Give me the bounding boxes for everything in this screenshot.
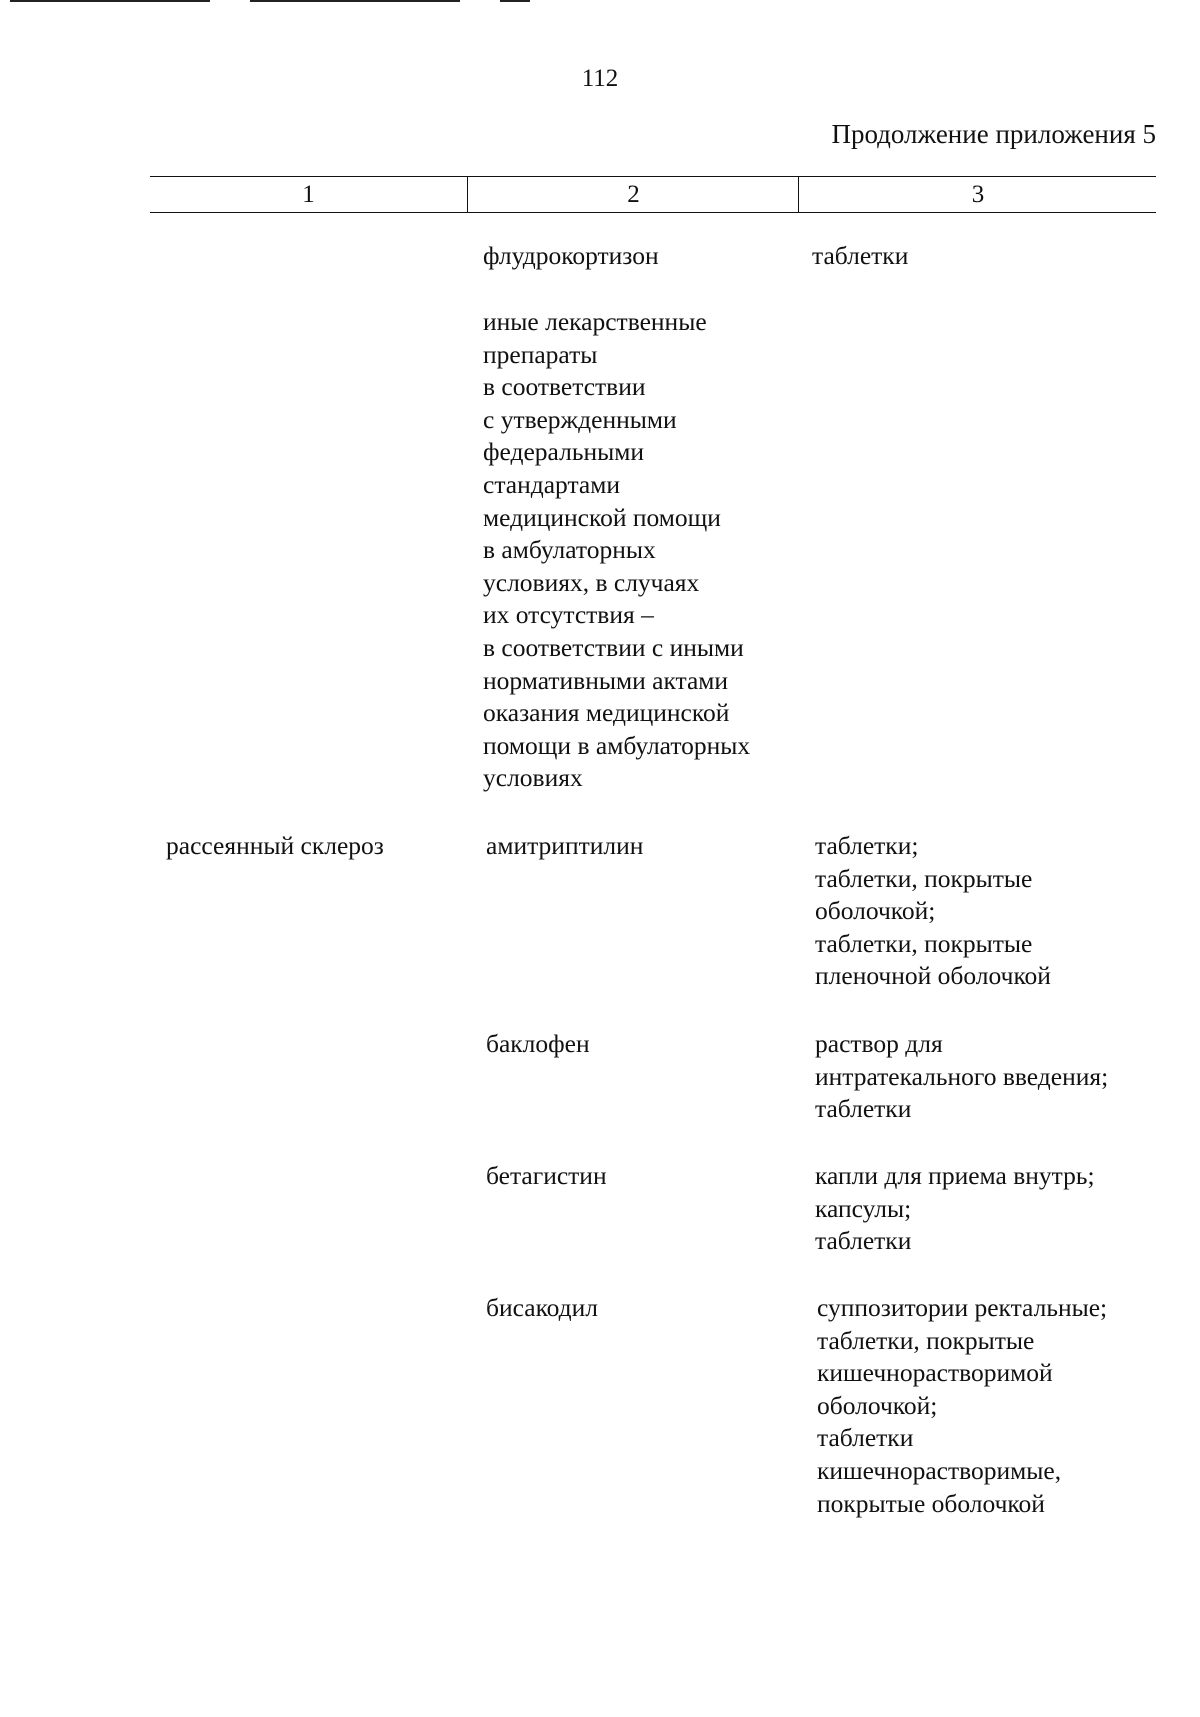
column-header-2: 2 [467, 177, 799, 212]
drug-name-cell: иные лекарственные препараты в соответствии с утвержденными федеральными стандартами медицинской помощи в амбулаторных условиях, в случаях их отсутствия – в соответствии с иными нормативными актами оказания медицинской помощи в амбулаторных условиях [483, 307, 751, 793]
appendix-continuation-note: Продолжение приложения 5 [831, 119, 1156, 149]
table-header [150, 176, 1156, 213]
dosage-form-cell: таблетки [812, 241, 909, 270]
scan-edge-line [250, 0, 460, 2]
drug-name-cell: флудрокортизон [483, 241, 659, 270]
drug-name-cell: амитриптилин [486, 831, 644, 860]
dosage-form-cell: таблетки; таблетки, покрытые оболочкой; таблетки, покрытые пленочной оболочкой [815, 831, 1051, 991]
drug-name-cell: бетагистин [486, 1161, 607, 1190]
drug-name-cell: бисакодил [486, 1293, 599, 1322]
dosage-form-cell: раствор для интратекального введения; таблетки [815, 1029, 1109, 1124]
page-number: 112 [581, 65, 619, 92]
scan-edge-line [10, 0, 210, 2]
column-header-3: 3 [798, 177, 1157, 212]
column-header-1: 1 [302, 181, 315, 208]
drug-name-cell: баклофен [486, 1029, 590, 1058]
disease-cell: рассеянный склероз [166, 831, 384, 860]
scan-edge-line [500, 0, 530, 2]
dosage-form-cell: суппозитории ректальные; таблетки, покрытые кишечнорастворимой оболочкой; таблетки кишечнорастворимые, покрытые оболочкой [817, 1293, 1108, 1518]
dosage-form-cell: капли для приема внутрь; капсулы; таблетки [815, 1161, 1095, 1256]
